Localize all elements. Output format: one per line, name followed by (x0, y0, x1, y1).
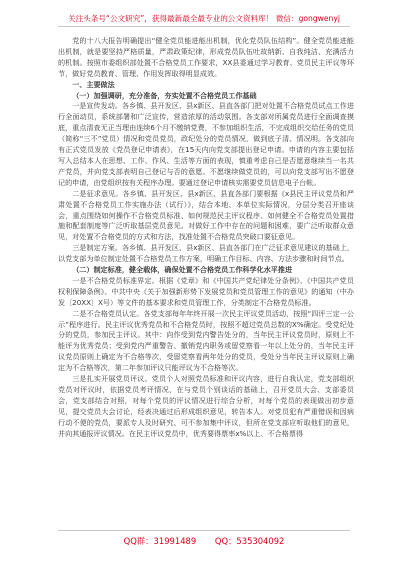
footer-divider (58, 530, 350, 531)
footer-qq-group: QQ群：31991489 (123, 536, 197, 546)
footer-qq: QQ：535304092 (214, 536, 285, 546)
body-paragraph: 党的十八大报告明确提出“健全党员能进能出机制，优化党员队伍结构”。健全党员能进能出机制，就是要坚持严格质量，严肃政策纪律，形成党员队伍吐故纳新、自我纯洁、充满活力的机制。按照市委组织部处置不合格党员工作要求，XX县委通过学习教育、党员民主评议等环节，做好党员教育、管理、作用发挥取得明显成效。 (58, 36, 354, 78)
body-paragraph: 二是不合格党员认定。各党支部每年年终开展一次民主评议党员活动，按照“四评三定一公示”程序进行。民主评议优秀党员和不合格党员时，按照不超过党员总数的X%确定。受党纪处分的党员，参加民主评议。其中：向作受到党内警告处分的，当年民主评议党员时，原则上不能评为优秀党员；受到党内严重警告、撤销党内职务或留党察看一年以上处分的，当年民主评议党员原则上确定为不合格等次，受留党察看两年处分的党员，受处分当年民主评议原则上确定为不合格等次，第二年参加评议只能评议为不合格等次。 (58, 308, 354, 373)
section-heading: （一）加强调研，充分准备，夯实处置不合格党员工作基础 (72, 90, 257, 100)
body-paragraph: 三是制定方案。各乡镇、县开发区、县x新区、县直各部门在广泛征求意见建议的基础上，以党支部为单位制定处置不合格党员工作方案，明确工作目标、内容、方法步骤和时间节点。 (58, 243, 354, 264)
header-banner: 关注头条号“公文研究”，获得最新最全最专业的公文资料库！ 微信：gongwenyj (68, 14, 340, 23)
body-paragraph: 二是征求意见。各乡镇、县开发区、县x新区、县直各部门要根据《x县民主评议党员和严肃处置不合格党员工作实施办法（试行）》，结合本地、本单位实际情况，分层分类召开座谈会，重点围绕如何操作不合格党员标准、如何规范民主评议程序、如何健全不合格党员处置措施和配套制度等广泛听取基层党员意见。对做好工作中存在的问题和困难，要广泛听取群众意见，对处置不合格党员的方式和方法，找准处置不合格党员突破口要征意见。 (58, 188, 354, 242)
body-paragraph: 一是不合格党员标准界定。根据《党章》和《中国共产党纪律处分条例》、《中国共产党员权利保障条例》、中共中央《关于加强新形势下发展党员和党员管理工作的意见》的通知（中办发〔20XX〕X号）等文件的基本要求和党员管理工作，分类制定不合格党员标准。 (58, 275, 354, 307)
body-paragraph: 三是扎实开展党员评议。党员个人对照党员标准和评议内容，进行自我认定，党支部组织党员对评议时，依据党员考评情况，在与党员个别谈话的基础上，召开党员大会、支部委员会，党支部结合对照，对每个党员的评议情况进行综合分析，对每个党员的表现做出初步意见，提交党员大会讨论，经表决通过后形成组织意见，转告本人。对党员犯有严重错误和因病行动不便的党员，要派专人及时研究、可不参加集中评议，但所在党支部应听取他们的意见，并向其通报评议情况。在民主评议党员中，优秀要得票率x%以上、不合格票得 (58, 374, 354, 438)
section-heading: 一、主要做法 (72, 79, 115, 89)
body-paragraph: 一是宣传发动。各乡镇、县开发区、县x新区、县直各部门把对处置不合格党员试点工作进行全面动员，系统部署和广泛宣传，营造浓厚的活动氛围。各支部对所属党员进行全面调查摸底，重点清查无正当理由连续6个月不缴纳党费，不参加组织生活，不完成组织交给任务的党员（简称“三不”党员）情况和党员党员，政纪处分的党员情况，做到底子清、情况明。各支部向有正式党员发放《党员登记申请表》，在15天内向党支部提出登记申请。申请的内容主要包括写入总结本人在思想、工作、作风、生活等方面的表现，慎重考虑自己是否愿意继续当一名共产党员，并向党支部表明自己登记与否的意愿。不愿继续做党员的，可以向党支部写出不愿登记的申请，由党组织按有关程序办理。要通过登记申请核实需要党员信息电子台帐。 (58, 101, 354, 187)
footer (0, 535, 408, 547)
header-divider (58, 26, 350, 27)
section-heading: （二）制定标准，健全载体，确保处置不合格党员工作科学化水平推进 (72, 265, 293, 275)
document-body (58, 36, 354, 440)
